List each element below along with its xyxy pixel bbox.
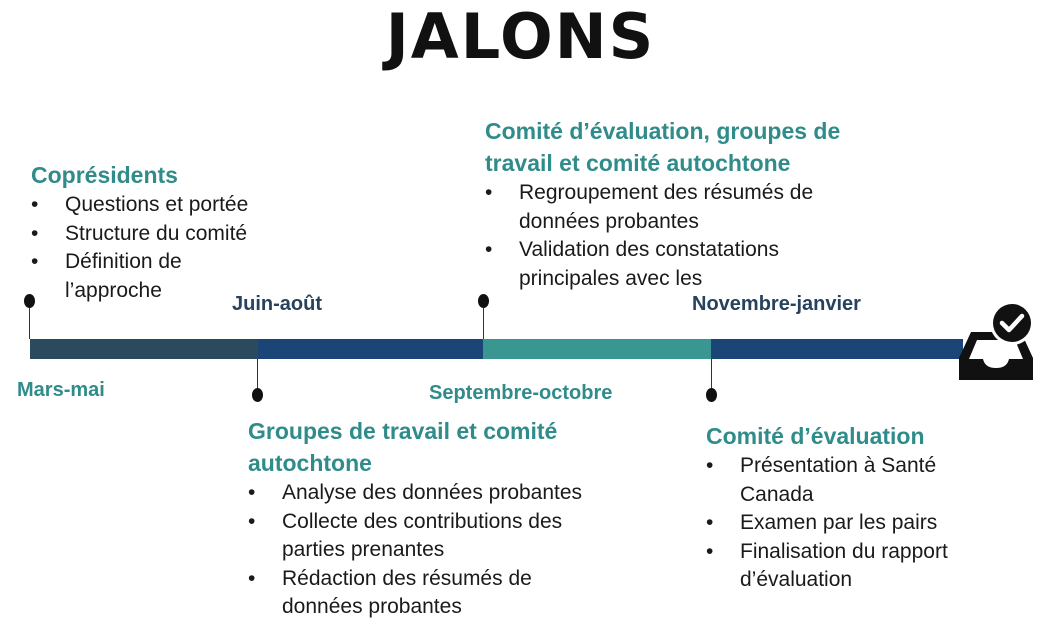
timeline-segment-mars-mai bbox=[30, 339, 258, 359]
milestone-list bbox=[706, 452, 1006, 595]
milestone-block-copresidents bbox=[31, 159, 331, 305]
bullet: • bbox=[485, 238, 493, 261]
list-item: • Examen par les pairs bbox=[706, 509, 1006, 538]
list-item: • Finalisation du rapport d’évaluation bbox=[706, 539, 948, 591]
milestone-heading: Coprésidents bbox=[31, 162, 178, 188]
milestone-list bbox=[31, 191, 331, 305]
bullet: • bbox=[248, 566, 256, 590]
timeline-segment-juin-aout bbox=[258, 339, 483, 359]
bullet: • bbox=[31, 221, 39, 245]
list-item: • Rédaction des résumés de données probantes bbox=[248, 566, 532, 618]
bullet: • bbox=[485, 181, 493, 204]
list-item: • Questions et portée bbox=[31, 191, 331, 220]
bullet: • bbox=[31, 193, 39, 216]
milestone-dot-2 bbox=[252, 388, 263, 402]
list-item: • Collecte des contributions des parties prenantes bbox=[248, 509, 563, 561]
list-item: • Validation des constatations principales avec les bbox=[485, 238, 779, 290]
bullet: • bbox=[706, 454, 714, 477]
list-item: • Analyse des données probantes bbox=[248, 479, 623, 508]
bullet: • bbox=[31, 250, 39, 273]
period-label-juin-aout: Juin-août bbox=[232, 293, 322, 315]
milestone-list bbox=[248, 479, 623, 622]
bullet: • bbox=[706, 511, 714, 534]
milestone-heading: Comité d’évaluation bbox=[706, 423, 925, 449]
timeline-segment-novembre-janvier bbox=[711, 339, 963, 359]
bullet: • bbox=[706, 539, 714, 563]
inbox-check-icon bbox=[955, 298, 1037, 384]
page-title: JALONS bbox=[385, 0, 656, 73]
milestone-dot-4 bbox=[706, 388, 717, 402]
list-item: • Regroupement des résumés de données probantes bbox=[485, 181, 814, 233]
milestone-list bbox=[485, 179, 885, 293]
period-label-novembre-janvier: Novembre-janvier bbox=[692, 293, 861, 315]
milestone-heading: Groupes de travail et comité autochtone bbox=[248, 418, 558, 476]
milestone-block-groupes-de-travail bbox=[248, 415, 623, 622]
bullet: • bbox=[248, 509, 256, 533]
list-item: • Présentation à Santé Canada bbox=[706, 454, 937, 506]
period-label-mars-mai: Mars-mai bbox=[17, 379, 105, 401]
milestone-block-comite-evaluation bbox=[706, 420, 1006, 595]
period-label-septembre-octobre: Septembre-octobre bbox=[429, 382, 613, 404]
bullet: • bbox=[248, 481, 256, 504]
list-item: • Structure du comité bbox=[31, 220, 331, 249]
milestone-block-comite-evaluation-groupes bbox=[485, 115, 885, 293]
list-item: • Définition de l’approche bbox=[31, 250, 182, 302]
milestone-dot-3 bbox=[478, 294, 489, 308]
timeline-segment-septembre-octobre bbox=[483, 339, 711, 359]
milestone-heading: Comité d’évaluation, groupes de travail et comité autochtone bbox=[485, 118, 841, 176]
